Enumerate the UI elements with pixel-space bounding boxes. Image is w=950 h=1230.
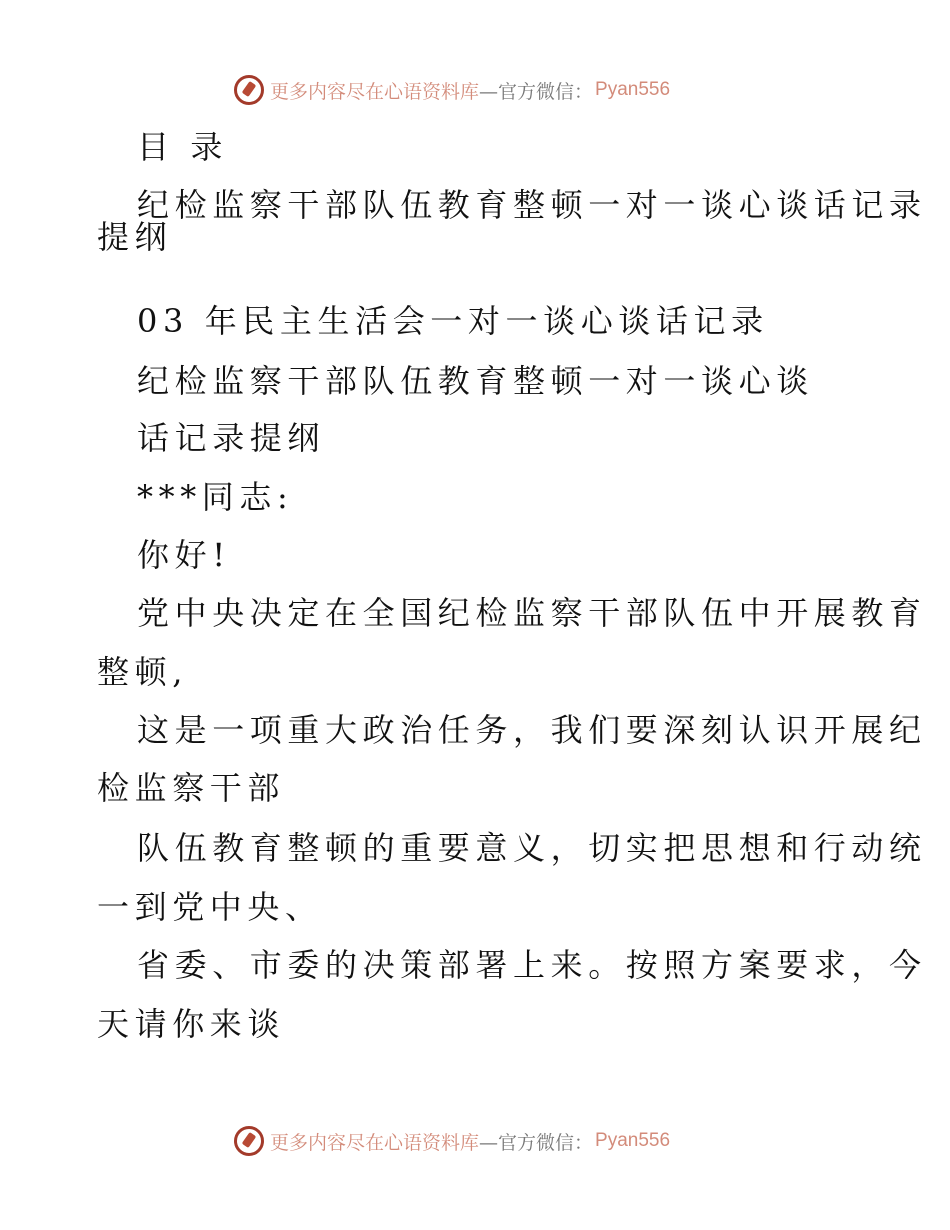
toc-heading: 目 录 <box>137 128 228 166</box>
toc-item: 纪检监察干部队伍教育整顿一对一谈心谈话记录 <box>137 186 927 224</box>
paragraph-cont: 一到党中央、 <box>97 888 323 926</box>
header-watermark: 更多内容尽在心语资料库 —官方微信： Pyan556 <box>234 73 670 107</box>
greeting: 你好! <box>137 536 231 574</box>
paragraph-cont: 整顿, <box>97 653 188 691</box>
doc-title-cont: 话记录提纲 <box>137 419 326 457</box>
footer-watermark: 更多内容尽在心语资料库 —官方微信： Pyan556 <box>234 1124 670 1158</box>
doc-title: 纪检监察干部队伍教育整顿一对一谈心谈 <box>137 362 814 400</box>
paragraph: 省委、市委的决策部署上来。按照方案要求，今 <box>137 946 927 984</box>
logo-icon <box>234 1126 264 1156</box>
paragraph: 队伍教育整顿的重要意义，切实把思想和行动统 <box>137 829 927 867</box>
paragraph-cont: 检监察干部 <box>97 769 286 807</box>
paragraph: 这是一项重大政治任务，我们要深刻认识开展纪 <box>137 711 927 749</box>
paragraph-cont: 天请你来谈 <box>97 1005 286 1043</box>
toc-item: 03 年民主生活会一对一谈心谈话记录 <box>137 302 769 340</box>
salutation: ***同志: <box>137 478 294 516</box>
toc-item-cont: 提纲 <box>97 218 173 256</box>
logo-icon <box>234 75 264 105</box>
paragraph: 党中央决定在全国纪检监察干部队伍中开展教育 <box>137 594 927 632</box>
